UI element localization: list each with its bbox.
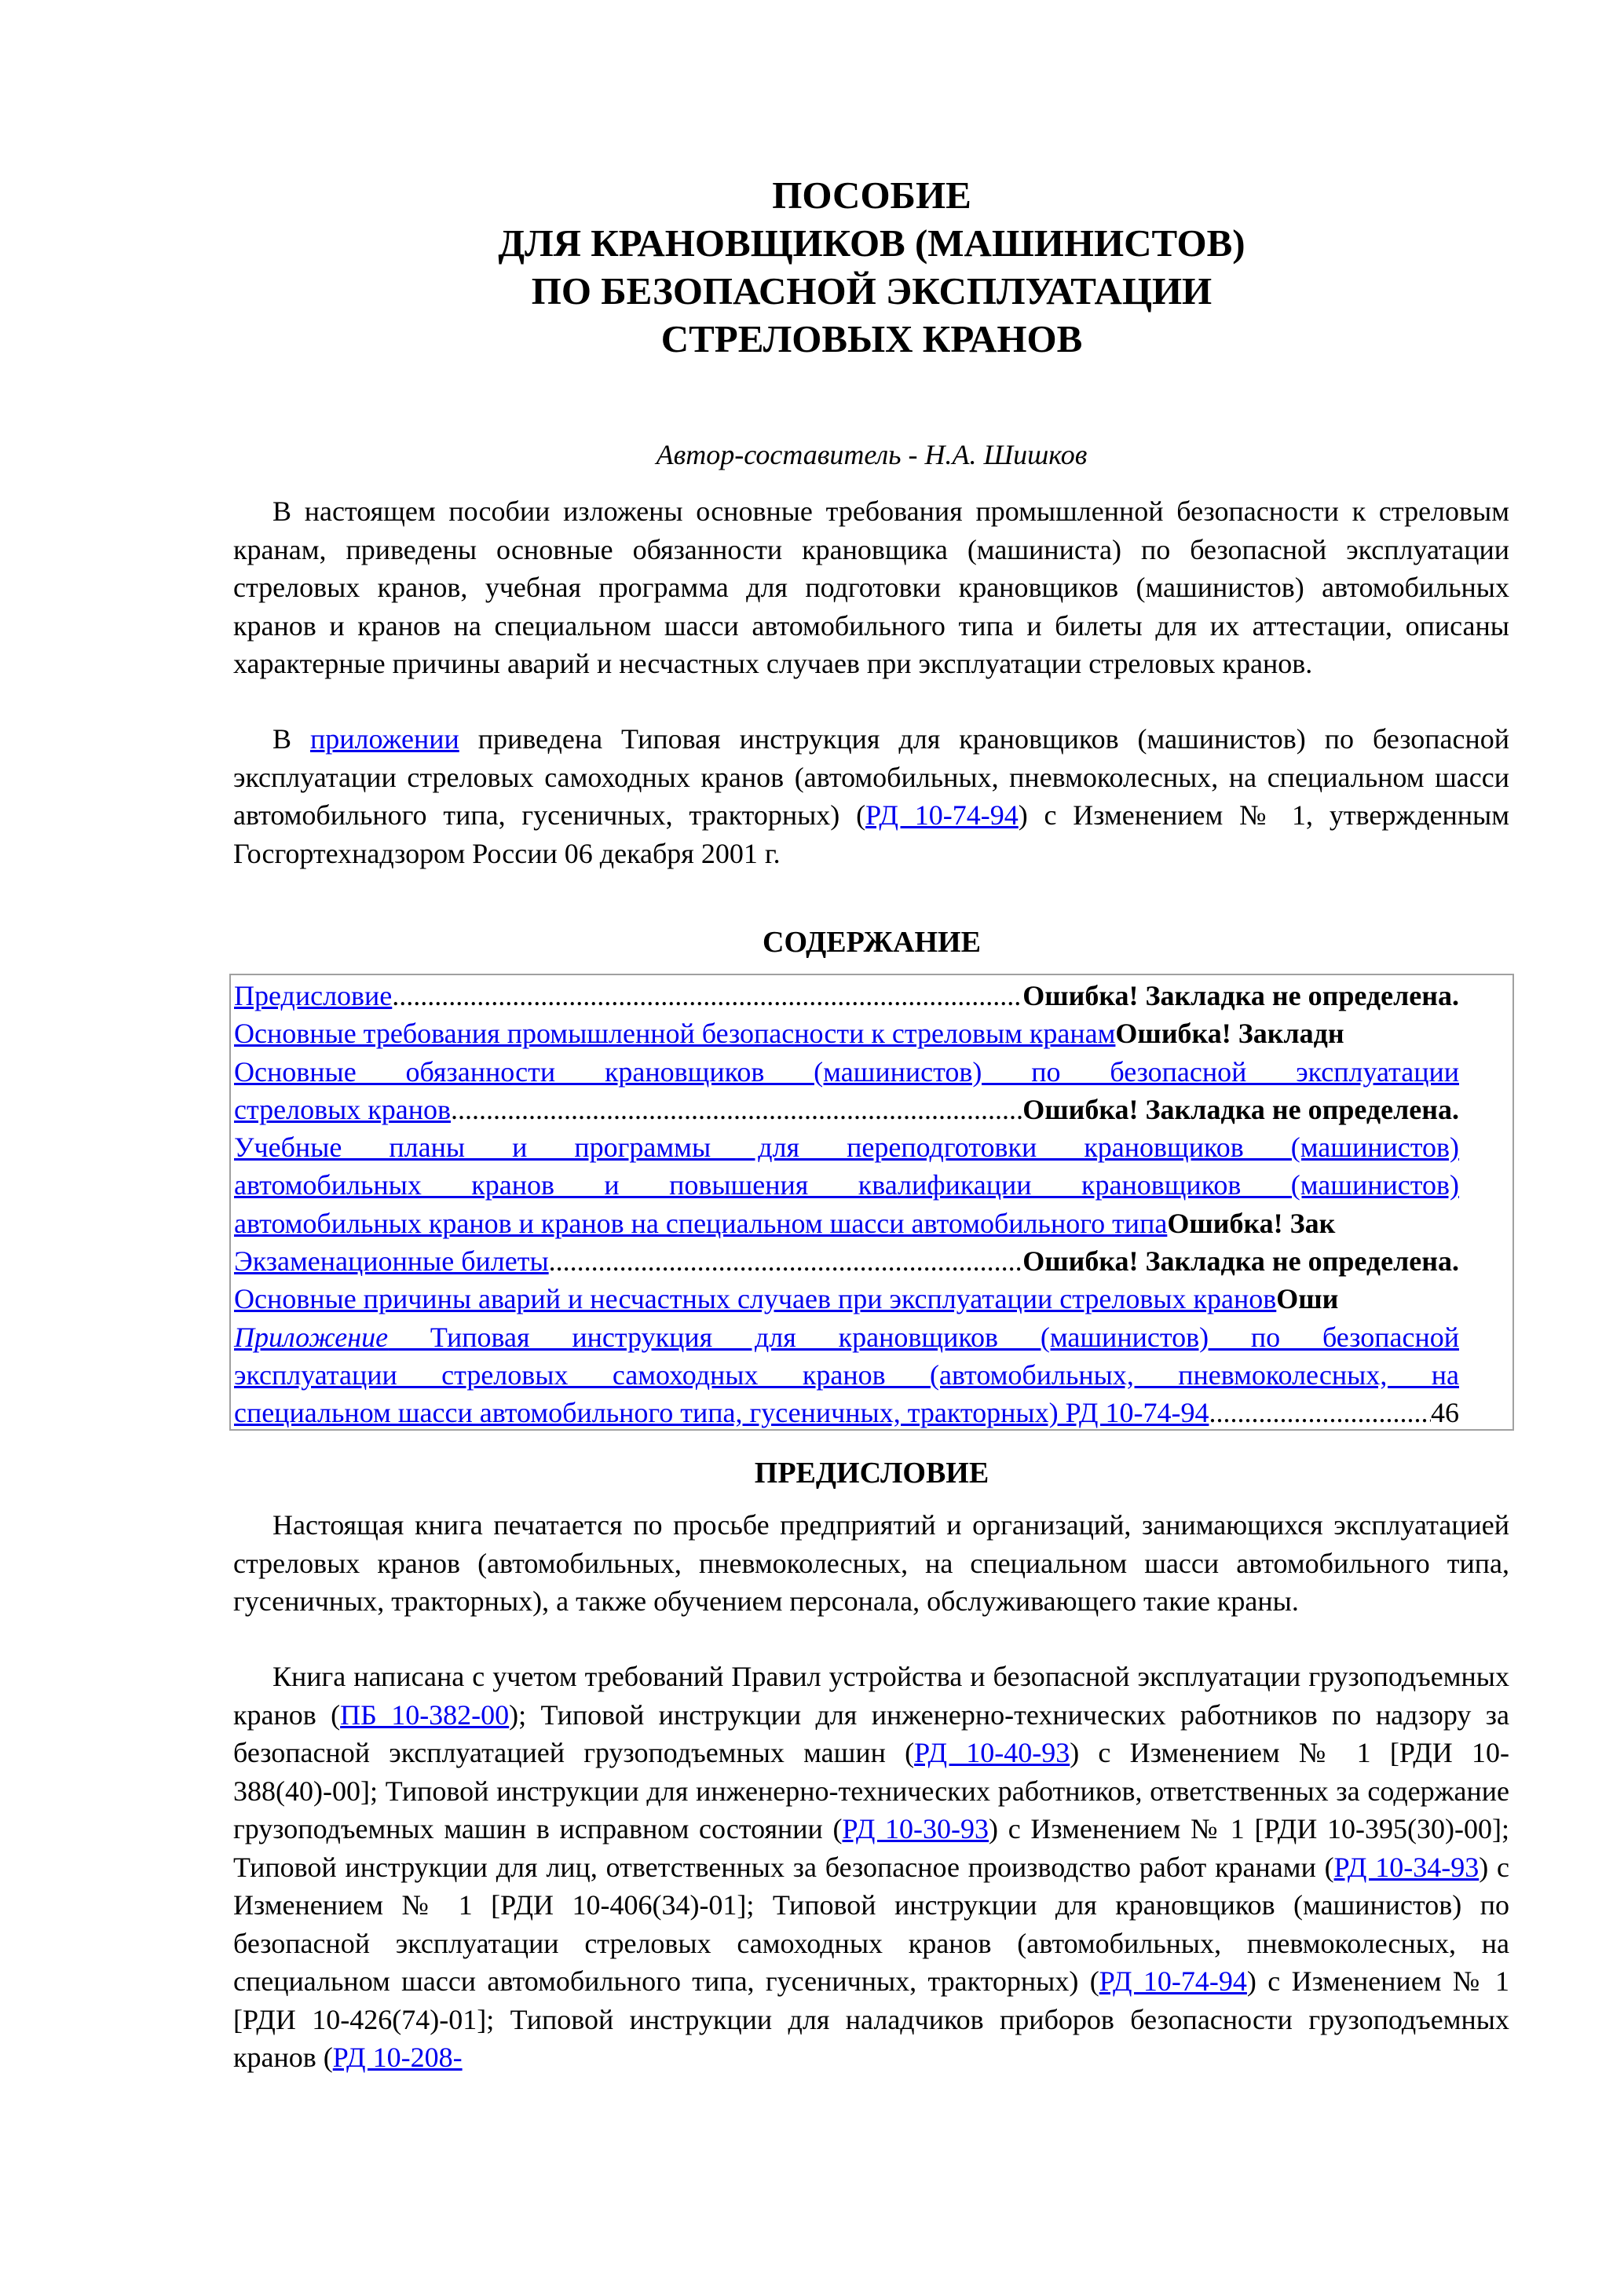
toc-link-duties-cont[interactable]: стреловых кранов (234, 1093, 452, 1125)
title-line-1: ПОСОБИЕ (772, 174, 971, 217)
rd-10-208-link[interactable]: РД 10-208- (332, 2042, 463, 2073)
appendix-link[interactable]: приложении (309, 723, 459, 755)
toc-entry-requirements[interactable] (234, 1015, 1512, 1052)
preface-heading: ПРЕДИСЛОВИЕ (754, 1457, 989, 1490)
toc-error-text: Ошибка! Закладка не определена. (1022, 1093, 1459, 1125)
toc-entry-duties[interactable] (234, 1053, 1512, 1129)
toc-entry-appendix[interactable] (234, 1318, 1512, 1431)
author-line: Автор-составитель - Н.А. Шишков (656, 439, 1088, 470)
toc-link-duties[interactable]: Основные обязанности крановщиков (машинистов) по безопасной эксплуатации (234, 1055, 1459, 1088)
toc-link-requirements[interactable]: Основные требования промышленной безопасности к стреловым кранам (234, 1018, 1116, 1050)
title-line-2: ДЛЯ КРАНОВЩИКОВ (МАШИНИСТОВ) (498, 221, 1245, 265)
toc-entry-preface[interactable] (234, 977, 1459, 1015)
toc-link-appendix-cont-1[interactable]: эксплуатации стреловых самоходных кранов (автомобильных, пневмоколесных, на (234, 1358, 1459, 1391)
rd-10-74-94-link[interactable]: РД 10-74-94 (865, 799, 1019, 831)
table-of-contents (229, 974, 1514, 1431)
toc-entry-exam-tickets[interactable] (234, 1242, 1459, 1280)
toc-entry-accident-causes[interactable] (234, 1280, 1512, 1318)
toc-link-curricula-cont-1[interactable]: автомобильных кранов и повышения квалификации крановщиков (машинистов) (234, 1169, 1459, 1201)
toc-error-text: Оши (1276, 1283, 1339, 1315)
rd-10-40-93-link[interactable]: РД 10-40-93 (914, 1737, 1070, 1768)
intro-paragraph-1: В настоящем пособии изложены основные требования промышленной безопасности к стреловым кранам, приведены основные обязанности крановщика (машиниста) по безопасной эксплуатации стреловых кранов, учебная программа для подготовки крановщиков (машинистов) автомобильных кранов и кранов на специальном шасси автомобильного типа и билеты для их аттестации, описаны характерные причины аварий и несчастных случаев при эксплуатации стреловых кранов. (233, 495, 1509, 679)
toc-link-curricula-cont-2[interactable]: автомобильных кранов и кранов на специальном шасси автомобильного типа (234, 1207, 1168, 1239)
toc-heading: СОДЕРЖАНИЕ (763, 926, 981, 959)
toc-link-appendix-cont-2[interactable]: специальном шасси автомобильного типа, гусеничных, тракторных) РД 10-74-94 (234, 1397, 1209, 1429)
toc-link-appendix[interactable]: Приложение Типовая инструкция для крановщиков (машинистов) по безопасной (234, 1321, 1459, 1353)
toc-link-curricula[interactable]: Учебные планы и программы для переподготовки крановщиков (машинистов) (234, 1132, 1459, 1164)
toc-link-preface[interactable]: Предисловие (234, 980, 393, 1011)
toc-error-text: Ошибка! Закладка не определена. (1022, 980, 1459, 1011)
toc-page-number: 46 (1431, 1397, 1459, 1429)
toc-error-text: Ошибка! Закладка не определена. (1022, 1245, 1459, 1278)
pb-10-382-00-link[interactable]: ПБ 10-382-00 (340, 1698, 510, 1731)
preface-paragraph-2: Книга написана с учетом требований Правил устройства и безопасной эксплуатации грузоподъемных кранов (ПБ 10-382-00); Типовой инструкции для инженерно-технических работников по надзору за безопасной эксплуатацией грузоподъемных машин (РД 10-40-93) с Изменением № 1 [РДИ 10-388(40)-00]; Типовой инструкции для инженерно-технических работников, ответственных за содержание грузоподъемных машин в исправном состоянии (РД 10-30-93) с Изменением № 1 [РДИ 10-395(30)-00]; Типовой инструкции для лиц, ответственных за безопасное производство работ кранами (РД 10-34-93) с Изменением № 1 [РДИ 10-406(34)-01]; Типовой инструкции для крановщиков (машинистов) по безопасной эксплуатации стреловых самоходных кранов (автомобильных, пневмоколесных, на специальном шасси автомобильного типа, гусеничных, тракторных) (РД 10-74-94) с Изменением № 1 [РДИ 10-426(74)-01]; Типовой инструкции для наладчиков приборов безопасности грузоподъемных кранов (РД 10-208- (233, 1661, 1509, 2073)
title-line-4: СТРЕЛОВЫХ КРАНОВ (660, 317, 1083, 360)
rd-10-74-94-link-preface[interactable]: РД 10-74-94 (1099, 1965, 1247, 1997)
rd-10-30-93-link[interactable]: РД 10-30-93 (842, 1813, 989, 1844)
toc-error-text: Ошибка! Зак (1167, 1207, 1336, 1239)
title-line-3: ПО БЕЗОПАСНОЙ ЭКСПЛУАТАЦИИ (531, 269, 1213, 313)
toc-error-text: Ошибка! Закладн (1115, 1018, 1344, 1050)
rd-10-34-93-link[interactable]: РД 10-34-93 (1333, 1851, 1480, 1883)
intro-paragraph-2: В приложении приведена Типовая инструкция для крановщиков (машинистов) по безопасной эксплуатации стреловых самоходных кранов (автомобильных, пневмоколесных, на специальном шасси автомобильного типа, гусеничных, тракторных) (РД 10-74-94) с Изменением № 1, утвержденным Госгортехнадзором России 06 декабря 2001 г. (233, 723, 1509, 869)
toc-entry-curricula[interactable] (234, 1128, 1512, 1242)
toc-link-accident-causes[interactable]: Основные причины аварий и несчастных случаев при эксплуатации стреловых кранов (234, 1283, 1277, 1315)
toc-link-exam-tickets[interactable]: Экзаменационные билеты (234, 1245, 549, 1278)
preface-paragraph-1: Настоящая книга печатается по просьбе предприятий и организаций, занимающихся эксплуатацией стреловых кранов (автомобильных, пневмоколесных, на специальном шасси автомобильного типа, гусеничных, тракторных), а также обучением персонала, обслуживающего такие краны. (233, 1509, 1509, 1617)
document-title (236, 171, 1508, 363)
